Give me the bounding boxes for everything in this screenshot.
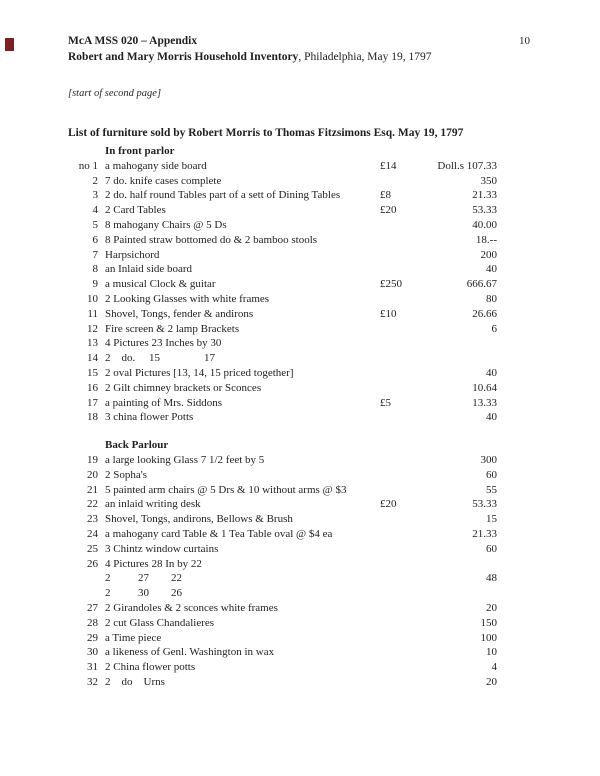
item-description: 2 China flower potts [105,661,196,674]
item-description: 4 Pictures 23 Inches by 30 [105,337,222,350]
item-description: a likeness of Genl. Washington in wax [105,646,275,659]
inventory-row [68,557,530,572]
item-number: 12 [87,322,98,335]
item-value-dollars: 40 [486,411,497,424]
item-price-pounds: £250 [380,278,402,291]
section-title: Back Parlour [105,439,169,452]
inventory-row [68,542,530,557]
item-description: Shovel, Tongs, andirons, Bellows & Brush [105,513,293,526]
document-title-line [68,49,530,65]
item-number: 4 [92,204,98,217]
item-number: 32 [87,675,98,688]
item-number: 23 [87,513,98,526]
item-description: a mahogany card Table & 1 Tea Table oval @ $4 ea [105,527,333,540]
item-number: 27 [87,601,98,614]
item-number: 5 [92,218,98,231]
inventory-row [68,277,530,292]
inventory-row [68,366,530,381]
inventory-row [68,336,530,351]
item-number: 24 [87,527,98,540]
item-description: 2 30 26 [105,587,182,600]
list-title: List of furniture sold by Robert Morris to Thomas Fitzsimons Esq. May 19, 1797 [68,127,464,139]
item-description: 2 Gilt chimney brackets or Sconces [105,381,262,394]
item-number: 22 [87,498,98,511]
item-value-dollars: 80 [486,292,497,305]
item-value-dollars: 40 [486,263,497,276]
item-number: 18 [87,411,98,424]
item-value-dollars: 60 [486,468,497,481]
inventory-row [68,174,530,189]
item-description: 2 Girandoles & 2 sconces white frames [105,601,278,614]
item-number: 21 [87,483,98,496]
item-description: 4 Pictures 28 In by 22 [105,557,202,570]
item-value-dollars: 53.33 [472,498,497,511]
item-number: 16 [87,381,98,394]
item-description: 5 painted arm chairs @ 5 Drs & 10 without arms @ $3 [105,483,347,496]
item-description: an Inlaid side board [105,263,193,276]
item-price-pounds: £20 [380,204,397,217]
item-value-dollars: 150 [480,616,497,629]
item-description: a painting of Mrs. Siddons [105,396,223,409]
item-description: 2 Sopha's [105,468,148,481]
item-value-dollars: 666.67 [466,278,497,291]
inventory-row [68,410,530,425]
section-title: In front parlor [105,145,175,157]
item-value-dollars: 18.-- [475,233,497,246]
inventory-row [68,262,530,277]
inventory-row [68,188,530,203]
item-description: 3 china flower Potts [105,411,194,424]
item-value-dollars: 21.33 [472,527,497,540]
inventory-row [68,381,530,396]
inventory-row [68,292,530,307]
inventory-row [68,351,530,366]
item-value-dollars: 4 [491,661,497,674]
item-description: 2 cut Glass Chandalieres [105,616,215,629]
inventory-row [68,203,530,218]
item-value-dollars: 26.66 [472,307,497,320]
item-value-dollars: 13.33 [472,396,497,409]
item-number: 28 [87,616,98,629]
item-number: 15 [87,366,98,379]
item-number: 30 [87,646,98,659]
item-value-dollars: 55 [486,483,497,496]
item-price-pounds: £10 [380,307,397,320]
item-number: 6 [92,233,98,246]
item-description: 2 oval Pictures [13, 14, 15 priced together] [105,366,294,379]
item-price-pounds: £8 [380,189,391,202]
page-break-note: [start of second page] [68,88,162,99]
item-description: Harpsichord [105,248,160,261]
item-description: 2 do. half round Tables part of a sett of Dining Tables [105,189,341,202]
header-line [68,33,530,49]
item-number: 26 [87,557,98,570]
inventory-row [68,233,530,248]
item-value-dollars: 15 [486,513,497,526]
document-id: McA MSS 020 – Appendix [68,35,198,47]
item-description: a Time piece [105,631,162,644]
item-description: 3 Chintz window curtains [105,542,219,555]
item-value-dollars: 20 [486,601,497,614]
item-number: 7 [92,248,98,261]
inventory-row [68,218,530,233]
inventory-row [68,645,530,660]
inventory-row [68,571,530,586]
inventory-row [68,616,530,631]
red-square-marker [5,38,14,51]
item-value-dollars: 350 [480,174,497,187]
item-description: 2 27 22 [105,572,182,585]
inventory-row [68,675,530,690]
inventory-row [68,396,530,411]
document-title: Robert and Mary Morris Household Inventory [68,51,299,63]
item-value-dollars: 20 [486,675,497,688]
inventory-row [68,453,530,468]
item-price-pounds: £5 [380,396,391,409]
item-description: 2 do Urns [105,675,165,688]
item-number: 3 [92,189,98,202]
item-price-pounds: £14 [380,159,397,172]
document-title-suffix: , Philadelphia, May 19, 1797 [298,51,432,63]
item-description: 8 Painted straw bottomed do & 2 bamboo stools [105,233,318,246]
inventory-row [68,468,530,483]
item-price-pounds: £20 [380,498,397,511]
item-number: 10 [87,292,98,305]
item-value-dollars: 10 [486,646,497,659]
item-number: 31 [87,661,98,674]
item-value-dollars: 60 [486,542,497,555]
inventory-row [68,512,530,527]
item-number: 25 [87,542,98,555]
item-description: Fire screen & 2 lamp Brackets [105,322,240,335]
item-number: no 1 [78,159,98,172]
inventory-row [68,483,530,498]
item-description: Shovel, Tongs, fender & andirons [105,307,254,320]
item-value-dollars: 40 [486,366,497,379]
item-value-dollars: 53.33 [472,204,497,217]
item-description: a mahogany side board [105,159,207,172]
inventory-row [68,159,530,174]
inventory-row [68,631,530,646]
inventory-row [68,248,530,263]
item-number: 17 [87,396,98,409]
item-number: 13 [87,337,98,350]
item-value-dollars: 200 [480,248,497,261]
item-number: 20 [87,468,98,481]
inventory-row [68,586,530,601]
item-value-dollars: 10.64 [472,381,497,394]
item-description: a musical Clock & guitar [105,278,216,291]
inventory-row [68,601,530,616]
inventory-row [68,497,530,512]
item-number: 19 [87,453,98,466]
inventory-row [68,527,530,542]
item-description: 2 do. 15 17 [105,352,215,365]
item-description: a large looking Glass 7 1/2 feet by 5 [105,453,265,466]
inventory-table [68,144,530,690]
item-value-dollars: Doll.s 107.33 [437,159,497,172]
item-description: 2 Card Tables [105,204,166,217]
item-number: 8 [92,263,98,276]
item-number: 29 [87,631,98,644]
item-number: 14 [87,352,98,365]
inventory-row [68,322,530,337]
item-value-dollars: 21.33 [472,189,497,202]
item-number: 2 [92,174,98,187]
item-description: 7 do. knife cases complete [105,174,222,187]
inventory-row [68,660,530,675]
page-number: 10 [519,35,530,47]
item-value-dollars: 300 [480,453,497,466]
item-description: an inlaid writing desk [105,498,201,511]
item-number: 9 [92,278,98,291]
inventory-row [68,307,530,322]
item-value-dollars: 48 [486,572,497,585]
item-value-dollars: 40.00 [472,218,497,231]
item-value-dollars: 6 [491,322,497,335]
item-value-dollars: 100 [480,631,497,644]
item-description: 8 mahogany Chairs @ 5 Ds [105,218,227,231]
item-number: 11 [87,307,98,320]
item-description: 2 Looking Glasses with white frames [105,292,270,305]
